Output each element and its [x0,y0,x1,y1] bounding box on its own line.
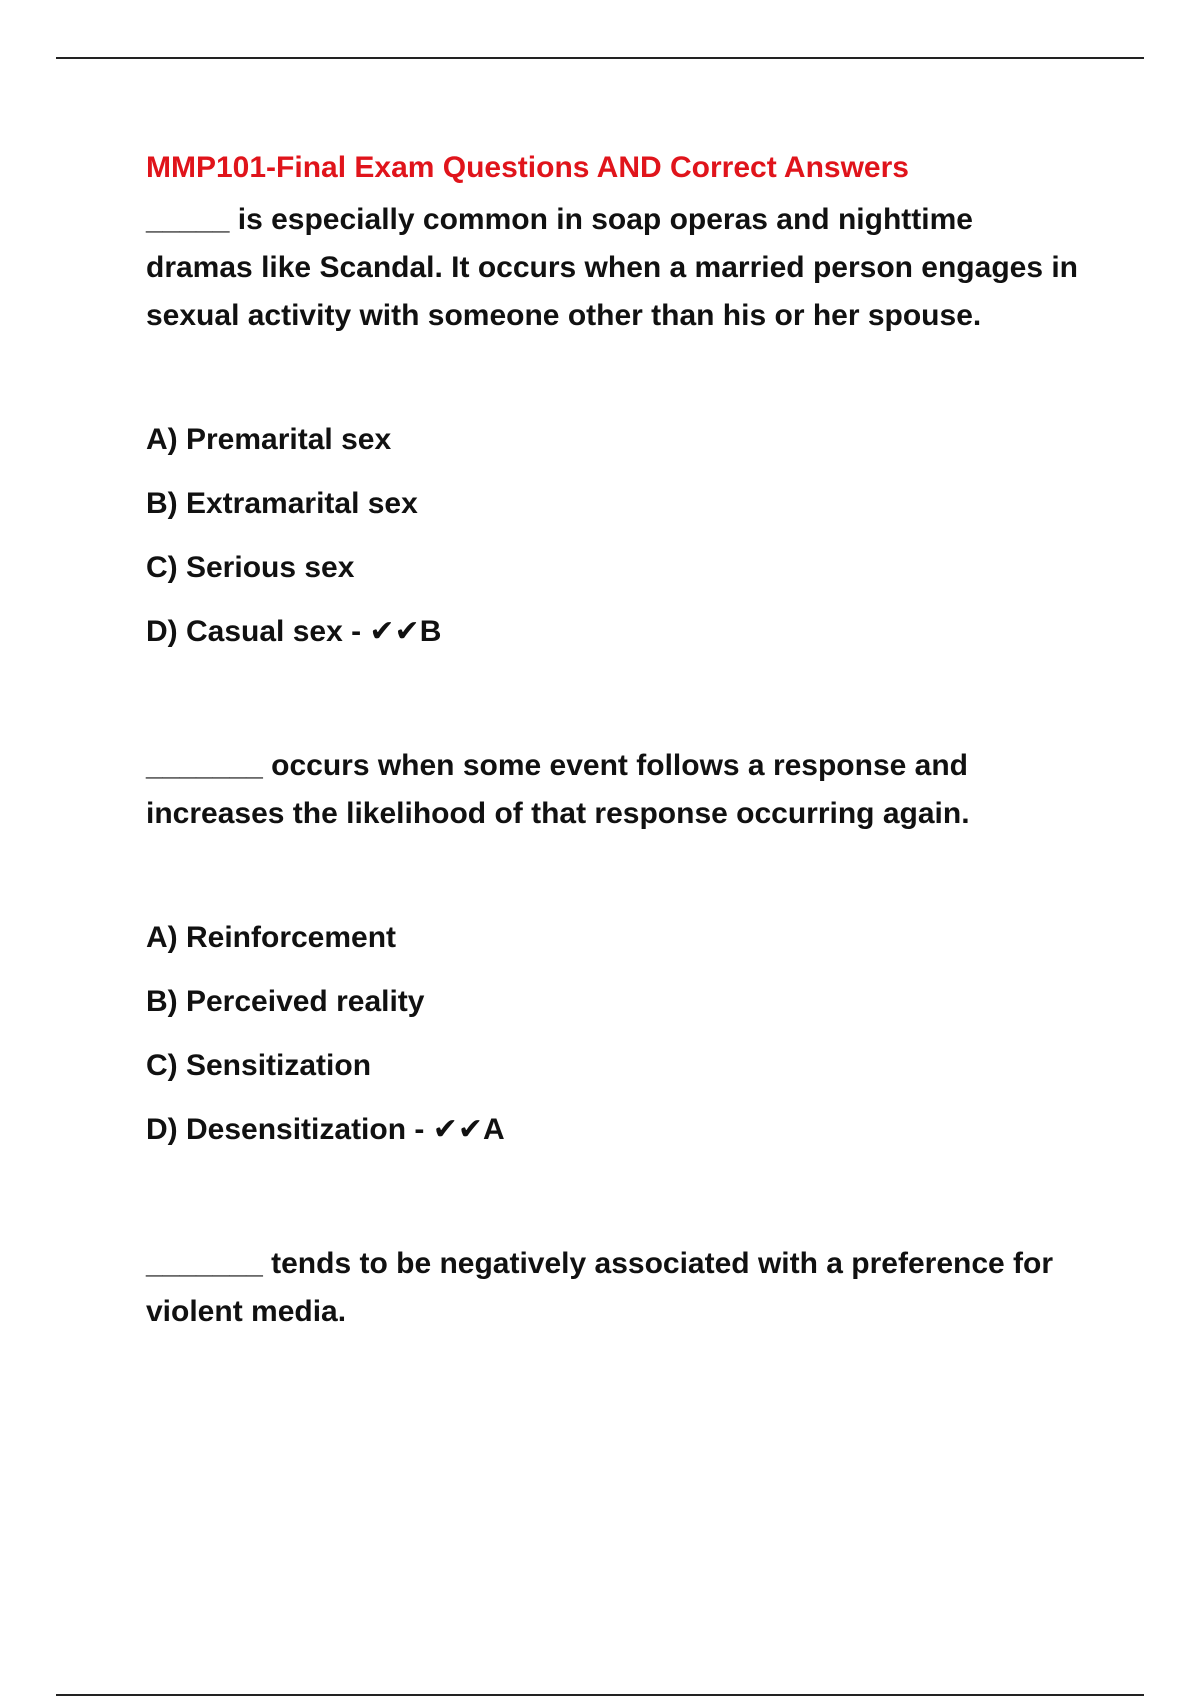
question-2-answer: A [482,1113,505,1146]
question-2-option-c: C) Sensitization [146,1049,372,1082]
question-1-option-a: A) Premarital sex [146,423,392,456]
question-3 [146,1240,1086,1336]
question-2-option-a: A) Reinforcement [146,921,397,954]
footer-rule [56,1694,1144,1696]
checkmark-icon: ✔✔ [369,614,420,649]
question-2-prompt: _______ occurs when some event follows a response and increases the likelihood of that response occurring again. [146,749,970,830]
question-2 [146,742,1086,1174]
question-1-option-c: C) Serious sex [146,551,355,584]
question-3-prompt: _______ tends to be negatively associated with a preference for violent media. [146,1247,1054,1328]
question-2-option-d [146,1110,1086,1174]
question-1-option-d-label: D) Casual sex - [146,615,370,648]
document-body [146,148,1086,1336]
question-1-prompt: _____ is especially common in soap operas and nighttime dramas like Scandal. It occurs when a married person engages in sexual activity with someone other than his or her spouse. [146,203,1079,332]
checkmark-icon: ✔✔ [432,1112,483,1147]
question-1-options [146,420,1086,676]
header-rule [56,57,1144,59]
question-1-option-d [146,612,1086,676]
question-1-option-b: B) Extramarital sex [146,487,418,520]
document-title: MMP101-Final Exam Questions AND Correct Answers [146,151,909,184]
question-2-options [146,918,1086,1174]
question-1-answer: B [419,615,442,648]
question-2-option-b: B) Perceived reality [146,985,425,1018]
question-1 [146,196,1086,676]
question-2-option-d-label: D) Desensitization - [146,1113,433,1146]
